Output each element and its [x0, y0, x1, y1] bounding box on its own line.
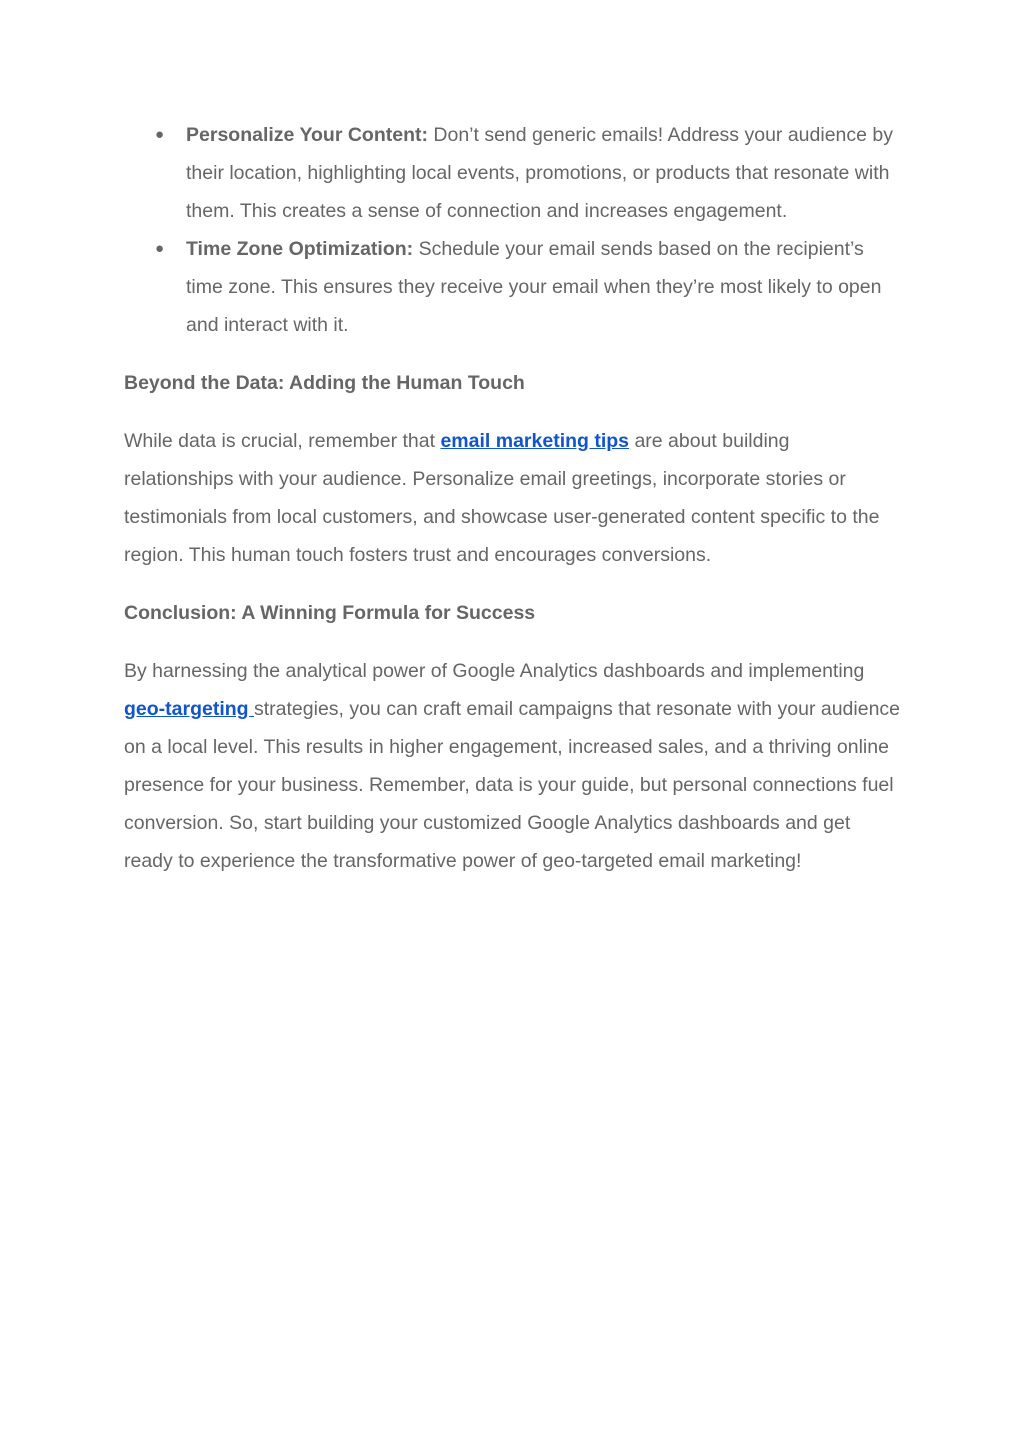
- bullet-text: Schedule your email sends based on the recipient’s time zone. This ensures they receive your email when they’re most likely to open and interact with it.: [186, 238, 882, 336]
- list-item: [124, 116, 904, 230]
- list-item: [124, 230, 904, 344]
- paragraph-text: are about building relationships with your audience. Personalize email greetings, incorporate stories or testimonials from local customers, and showcase user-generated content specific to the region. This human touch fosters trust and encourages conversions.: [124, 430, 880, 566]
- bullet-text: Don’t send generic emails! Address your audience by their location, highlighting local events, promotions, or products that resonate with them. This creates a sense of connection and increases engagement.: [186, 124, 893, 222]
- geo-targeting-link[interactable]: geo-targeting: [124, 698, 254, 720]
- paragraph-human-touch: [124, 422, 904, 574]
- paragraph-text: While data is crucial, remember that: [124, 430, 441, 452]
- tips-list: [124, 116, 904, 344]
- bullet-icon: ●: [155, 240, 165, 257]
- paragraph-text: By harnessing the analytical power of Google Analytics dashboards and implementing: [124, 660, 865, 682]
- section-heading-conclusion: Conclusion: A Winning Formula for Success: [124, 602, 536, 624]
- document-page: [124, 116, 904, 900]
- bullet-title: Time Zone Optimization:: [186, 238, 414, 260]
- paragraph-conclusion: [124, 652, 904, 880]
- email-marketing-tips-link[interactable]: email marketing tips: [440, 430, 630, 452]
- bullet-title: Personalize Your Content:: [186, 124, 428, 146]
- bullet-icon: ●: [155, 126, 165, 143]
- paragraph-text: strategies, you can craft email campaigns that resonate with your audience on a local level. This results in higher engagement, increased sales, and a thriving online presence for your business. Remember, data is your guide, but personal connections fuel conversion. So, start building your customized Google Analytics dashboards and get ready to experience the transformative power of geo-targeted email marketing!: [124, 698, 901, 872]
- section-heading-human-touch: Beyond the Data: Adding the Human Touch: [124, 372, 525, 394]
